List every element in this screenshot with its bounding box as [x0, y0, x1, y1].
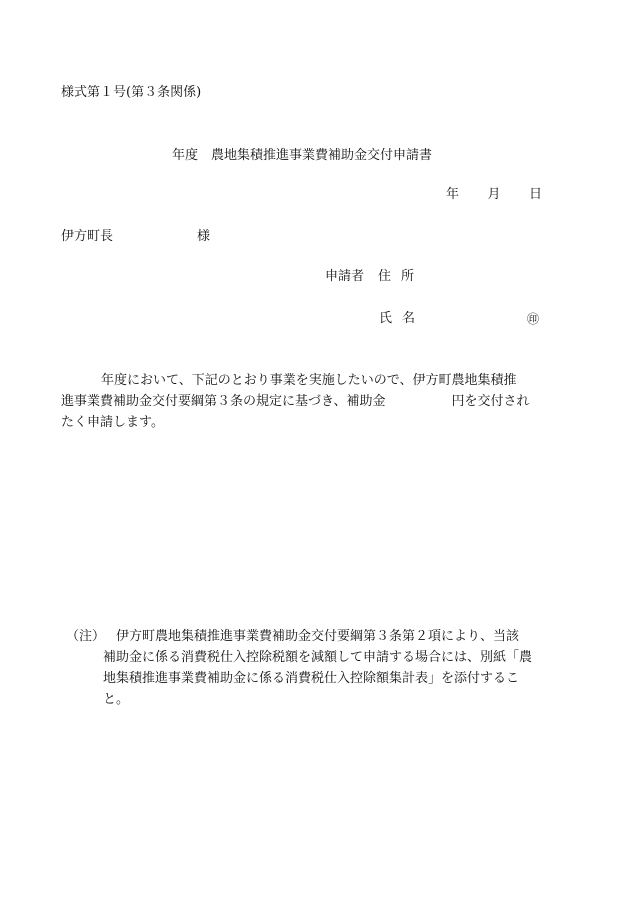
application-body [61, 370, 543, 433]
applicant-label: 申請者 [325, 269, 365, 284]
note-line: 伊方町農地集積推進事業費補助金交付要綱第３条第２項により、当該 [116, 629, 520, 644]
note-line: 補助金に係る消費税仕入控除税額を減額して申請する場合には、別紙「農 [103, 650, 533, 665]
body-line [61, 391, 543, 412]
seal-mark: ㊞ [527, 312, 540, 326]
applicant-name-line [379, 309, 425, 329]
note-section [66, 626, 546, 710]
date-day-label: 日 [528, 187, 542, 202]
name-label: 氏名 [379, 311, 426, 326]
body-line-part: 進事業費補助金交付要綱第３条の規定に基づき、補助金 [61, 394, 386, 409]
form-number: 様式第１号(第３条関係) [61, 85, 202, 100]
date-year-label: 年 [446, 187, 460, 202]
date-month-label: 月 [487, 187, 501, 202]
body-line-part: 円を交付され [451, 394, 530, 409]
date-line [446, 185, 542, 205]
body-line: たく申請します。 [61, 415, 164, 430]
addressee-honorific: 様 [197, 229, 211, 244]
document-title: 年度 農地集積推進事業費補助金交付申請書 [172, 148, 433, 163]
body-line: 年度において、下記のとおり事業を実施したいので、伊方町農地集積推 [101, 373, 517, 388]
note-mark: （注） [66, 629, 106, 644]
note-line: 地集積推進事業費補助金に係る消費税仕入控除額集計表」を添付するこ [103, 671, 520, 686]
applicant-address-line [325, 267, 424, 287]
addressee-name: 伊方町長 [61, 229, 114, 244]
note-line: と。 [103, 692, 130, 707]
address-label: 住所 [378, 269, 425, 284]
addressee [61, 227, 211, 247]
